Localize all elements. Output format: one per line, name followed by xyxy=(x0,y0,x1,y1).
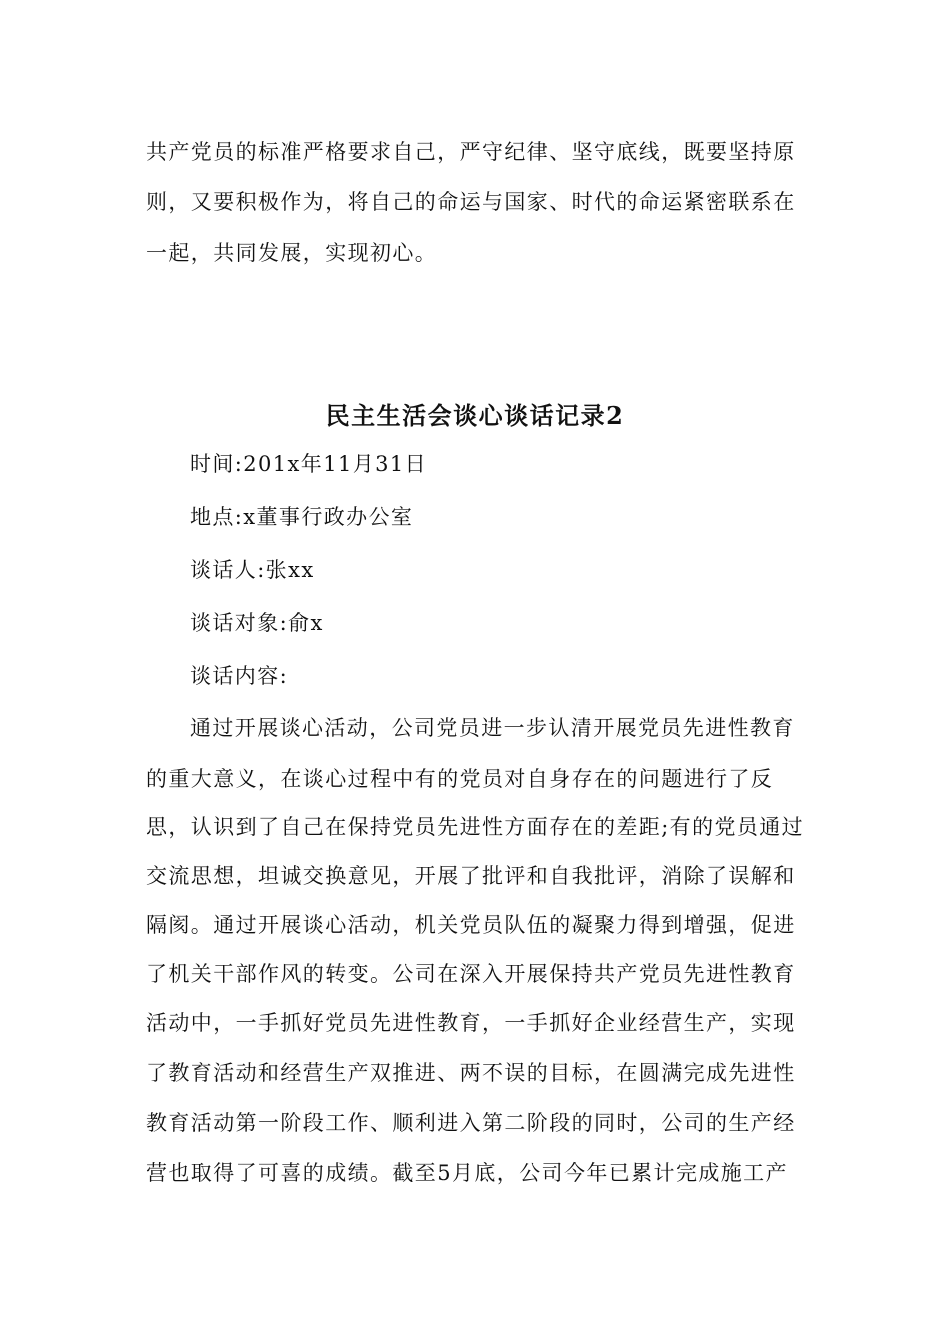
content-line-5: 隔阂。通过开展谈心活动，机关党员队伍的凝聚力得到增强，促进 xyxy=(146,913,796,937)
content-line-8: 了教育活动和经营生产双推进、两不误的目标，在圆满完成先进性 xyxy=(146,1061,796,1085)
record-content-label: 谈话内容: xyxy=(190,664,289,688)
intro-line-2: 则，又要积极作为，将自己的命运与国家、时代的命运紧密联系在 xyxy=(146,190,796,214)
intro-line-3: 一起，共同发展，实现初心。 xyxy=(146,241,438,265)
record-title: 民主生活会谈心谈话记录2 xyxy=(325,401,625,430)
record-time: 时间:201x年11月31日 xyxy=(190,452,428,476)
content-line-7: 活动中，一手抓好党员先进性教育，一手抓好企业经营生产，实现 xyxy=(146,1011,796,1035)
content-line-9: 教育活动第一阶段工作、顺利进入第二阶段的同时，公司的生产经 xyxy=(146,1111,796,1135)
content-line-2: 的重大意义，在谈心过程中有的党员对自身存在的问题进行了反 xyxy=(146,767,774,791)
intro-line-1: 共产党员的标准严格要求自己，严守纪律、坚守底线，既要坚持原 xyxy=(146,140,796,164)
content-line-6: 了机关干部作风的转变。公司在深入开展保持共产党员先进性教育 xyxy=(146,962,796,986)
content-line-10: 营也取得了可喜的成绩。截至5月底，公司今年已累计完成施工产 xyxy=(146,1161,788,1185)
content-line-4: 交流思想，坦诚交换意见，开展了批评和自我批评，消除了误解和 xyxy=(146,864,796,888)
record-location: 地点:x董事行政办公室 xyxy=(190,505,414,529)
record-subject: 谈话对象:俞x xyxy=(190,611,324,635)
content-line-1: 通过开展谈心活动，公司党员进一步认清开展党员先进性教育 xyxy=(190,716,795,740)
content-line-3: 思，认识到了自己在保持党员先进性方面存在的差距;有的党员通过 xyxy=(146,815,805,839)
record-speaker: 谈话人:张xx xyxy=(190,558,315,582)
